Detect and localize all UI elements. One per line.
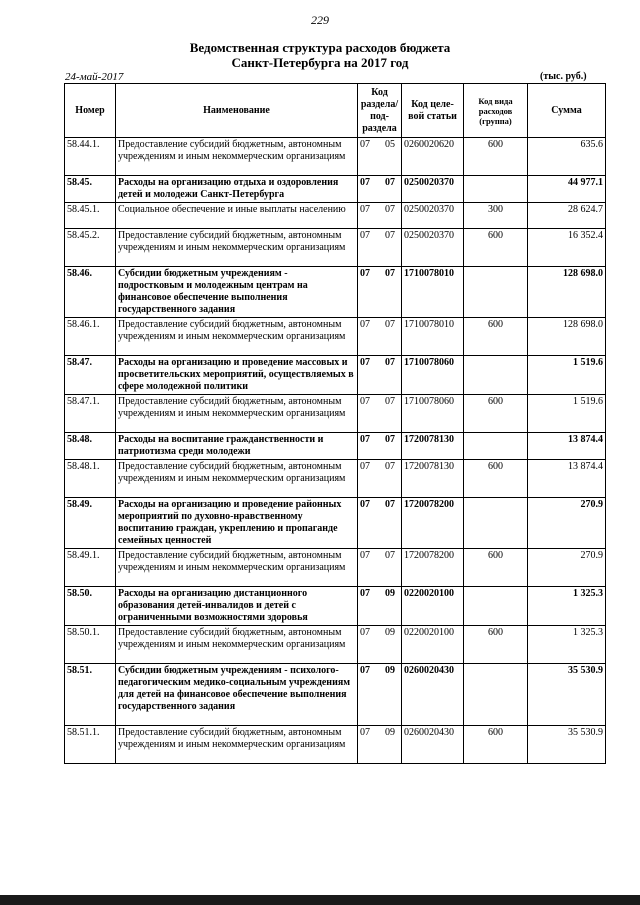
row-section-code [358, 587, 402, 626]
table-row [65, 626, 606, 664]
row-expense-type-code: 600 [464, 229, 528, 267]
row-target-code: 0250020370 [402, 176, 464, 203]
row-target-code: 0260020620 [402, 138, 464, 176]
table-row [65, 587, 606, 626]
row-section-code [358, 176, 402, 203]
row-name: Расходы на организацию дистанционного образования детей-инвалидов и детей с ограниченными возможностями здоровья [116, 587, 358, 626]
row-sum: 1 519.6 [528, 356, 606, 395]
row-sum: 16 352.4 [528, 229, 606, 267]
row-name: Предоставление субсидий бюджетным, автономным учреждениям и иным некоммерческим организациям [116, 460, 358, 498]
row-sum: 1 325.3 [528, 626, 606, 664]
row-target-code: 0220020100 [402, 626, 464, 664]
header-number: Номер [65, 84, 116, 138]
section-code: 07 [360, 357, 370, 368]
row-sum: 44 977.1 [528, 176, 606, 203]
row-section-code [358, 318, 402, 356]
title-line-1: Ведомственная структура расходов бюджета [189, 40, 451, 55]
document-title [0, 40, 640, 70]
section-code: 07 [360, 499, 370, 510]
row-target-code: 0250020370 [402, 203, 464, 229]
table-row [65, 138, 606, 176]
table-row [65, 318, 606, 356]
section-code: 07 [360, 204, 370, 215]
row-expense-type-code: 300 [464, 203, 528, 229]
header-target-code: Код целе-вой статьи [402, 84, 464, 138]
row-section-code [358, 664, 402, 726]
table-row [65, 356, 606, 395]
row-number: 58.46. [65, 267, 116, 318]
row-expense-type-code [464, 587, 528, 626]
header-sum: Сумма [528, 84, 606, 138]
subsection-code: 07 [385, 319, 395, 330]
row-section-code [358, 229, 402, 267]
row-number: 58.47.1. [65, 395, 116, 433]
row-name: Предоставление субсидий бюджетным, автономным учреждениям и иным некоммерческим организациям [116, 138, 358, 176]
row-expense-type-code [464, 176, 528, 203]
subsection-code: 07 [385, 434, 395, 445]
row-target-code: 1710078010 [402, 318, 464, 356]
row-sum: 270.9 [528, 549, 606, 587]
table-row [65, 549, 606, 587]
table-row [65, 433, 606, 460]
section-code: 07 [360, 268, 370, 279]
document-date: 24-май-2017 [65, 71, 124, 83]
section-code: 07 [360, 665, 370, 676]
row-number: 58.48. [65, 433, 116, 460]
table-row [65, 726, 606, 764]
subsection-code: 07 [385, 357, 395, 368]
row-target-code: 1710078060 [402, 395, 464, 433]
row-sum: 270.9 [528, 498, 606, 549]
row-target-code: 0260020430 [402, 726, 464, 764]
row-expense-type-code: 600 [464, 460, 528, 498]
row-expense-type-code: 600 [464, 395, 528, 433]
subsection-code: 07 [385, 499, 395, 510]
row-sum: 13 874.4 [528, 460, 606, 498]
row-sum: 128 698.0 [528, 318, 606, 356]
header-name: Наименование [116, 84, 358, 138]
row-target-code: 1710078010 [402, 267, 464, 318]
section-code: 07 [360, 550, 370, 561]
row-number: 58.49. [65, 498, 116, 549]
table-row [65, 229, 606, 267]
subsection-code: 07 [385, 177, 395, 188]
subsection-code: 07 [385, 396, 395, 407]
row-name: Расходы на организацию отдыха и оздоровления детей и молодежи Санкт-Петербурга [116, 176, 358, 203]
row-expense-type-code [464, 267, 528, 318]
row-sum: 35 530.9 [528, 664, 606, 726]
subsection-code: 09 [385, 627, 395, 638]
row-number: 58.51. [65, 664, 116, 726]
table-row [65, 395, 606, 433]
subsection-code: 05 [385, 139, 395, 150]
row-target-code: 0250020370 [402, 229, 464, 267]
header-section-code: Код раздела/ под-раздела [358, 84, 402, 138]
section-code: 07 [360, 627, 370, 638]
row-section-code [358, 726, 402, 764]
row-name: Субсидии бюджетным учреждениям - психолого-педагогическим медико-социальным учреждениям для детей на финансовое обеспечение выполнения государственного задания [116, 664, 358, 726]
row-sum: 28 624.7 [528, 203, 606, 229]
row-section-code [358, 138, 402, 176]
section-code: 07 [360, 588, 370, 599]
row-section-code [358, 549, 402, 587]
scan-edge [0, 895, 640, 905]
table-row [65, 176, 606, 203]
row-section-code [358, 460, 402, 498]
subsection-code: 09 [385, 727, 395, 738]
row-name: Расходы на воспитание гражданственности и патриотизма среди молодежи [116, 433, 358, 460]
row-expense-type-code: 600 [464, 626, 528, 664]
row-section-code [358, 203, 402, 229]
section-code: 07 [360, 230, 370, 241]
row-number: 58.50. [65, 587, 116, 626]
section-code: 07 [360, 139, 370, 150]
row-expense-type-code: 600 [464, 726, 528, 764]
table-body [65, 138, 606, 764]
table-row [65, 664, 606, 726]
row-sum: 35 530.9 [528, 726, 606, 764]
row-target-code: 1720078200 [402, 549, 464, 587]
row-sum: 1 325.3 [528, 587, 606, 626]
row-number: 58.45. [65, 176, 116, 203]
row-number: 58.47. [65, 356, 116, 395]
section-code: 07 [360, 434, 370, 445]
row-target-code: 0220020100 [402, 587, 464, 626]
row-section-code [358, 395, 402, 433]
subsection-code: 07 [385, 268, 395, 279]
row-number: 58.49.1. [65, 549, 116, 587]
title-line-2: Санкт-Петербурга на 2017 год [231, 55, 409, 70]
row-expense-type-code [464, 664, 528, 726]
subsection-code: 07 [385, 204, 395, 215]
row-number: 58.51.1. [65, 726, 116, 764]
section-code: 07 [360, 727, 370, 738]
row-expense-type-code: 600 [464, 138, 528, 176]
row-expense-type-code [464, 498, 528, 549]
row-target-code: 1720078130 [402, 433, 464, 460]
row-number: 58.45.1. [65, 203, 116, 229]
table-row [65, 267, 606, 318]
subsection-code: 07 [385, 550, 395, 561]
budget-table [64, 83, 606, 764]
row-number: 58.44.1. [65, 138, 116, 176]
row-number: 58.48.1. [65, 460, 116, 498]
table-row [65, 460, 606, 498]
row-section-code [358, 433, 402, 460]
subsection-code: 09 [385, 588, 395, 599]
row-name: Предоставление субсидий бюджетным, автономным учреждениям и иным некоммерческим организациям [116, 726, 358, 764]
row-section-code [358, 626, 402, 664]
row-name: Предоставление субсидий бюджетным, автономным учреждениям и иным некоммерческим организациям [116, 318, 358, 356]
table-row [65, 203, 606, 229]
row-section-code [358, 356, 402, 395]
section-code: 07 [360, 177, 370, 188]
row-name: Расходы на организацию и проведение районных мероприятий по духовно-нравственному воспитанию граждан, укреплению и пропаганде семейных ценностей [116, 498, 358, 549]
row-expense-type-code: 600 [464, 549, 528, 587]
section-code: 07 [360, 396, 370, 407]
row-expense-type-code: 600 [464, 318, 528, 356]
row-sum: 13 874.4 [528, 433, 606, 460]
subsection-code: 09 [385, 665, 395, 676]
row-section-code [358, 267, 402, 318]
units-label: (тыс. руб.) [540, 71, 587, 82]
header-expense-type-code: Код вида расходов (группа) [464, 84, 528, 138]
row-name: Предоставление субсидий бюджетным, автономным учреждениям и иным некоммерческим организациям [116, 626, 358, 664]
row-name: Социальное обеспечение и иные выплаты населению [116, 203, 358, 229]
section-code: 07 [360, 319, 370, 330]
row-target-code: 1710078060 [402, 356, 464, 395]
row-name: Предоставление субсидий бюджетным, автономным учреждениям и иным некоммерческим организациям [116, 395, 358, 433]
row-number: 58.50.1. [65, 626, 116, 664]
row-target-code: 0260020430 [402, 664, 464, 726]
row-section-code [358, 498, 402, 549]
section-code: 07 [360, 461, 370, 472]
row-name: Предоставление субсидий бюджетным, автономным учреждениям и иным некоммерческим организациям [116, 549, 358, 587]
row-sum: 1 519.6 [528, 395, 606, 433]
row-expense-type-code [464, 433, 528, 460]
subsection-code: 07 [385, 461, 395, 472]
page-number: 229 [311, 13, 329, 27]
table-row [65, 498, 606, 549]
row-name: Расходы на организацию и проведение массовых и просветительских мероприятий, осуществляемых в сфере молодежной политики [116, 356, 358, 395]
row-number: 58.46.1. [65, 318, 116, 356]
row-name: Предоставление субсидий бюджетным, автономным учреждениям и иным некоммерческим организациям [116, 229, 358, 267]
subsection-code: 07 [385, 230, 395, 241]
row-target-code: 1720078200 [402, 498, 464, 549]
row-expense-type-code [464, 356, 528, 395]
row-sum: 635.6 [528, 138, 606, 176]
row-name: Субсидии бюджетным учреждениям - подростковым и молодежным центрам на финансовое обеспечение выполнения государственного задания [116, 267, 358, 318]
row-number: 58.45.2. [65, 229, 116, 267]
row-sum: 128 698.0 [528, 267, 606, 318]
row-target-code: 1720078130 [402, 460, 464, 498]
